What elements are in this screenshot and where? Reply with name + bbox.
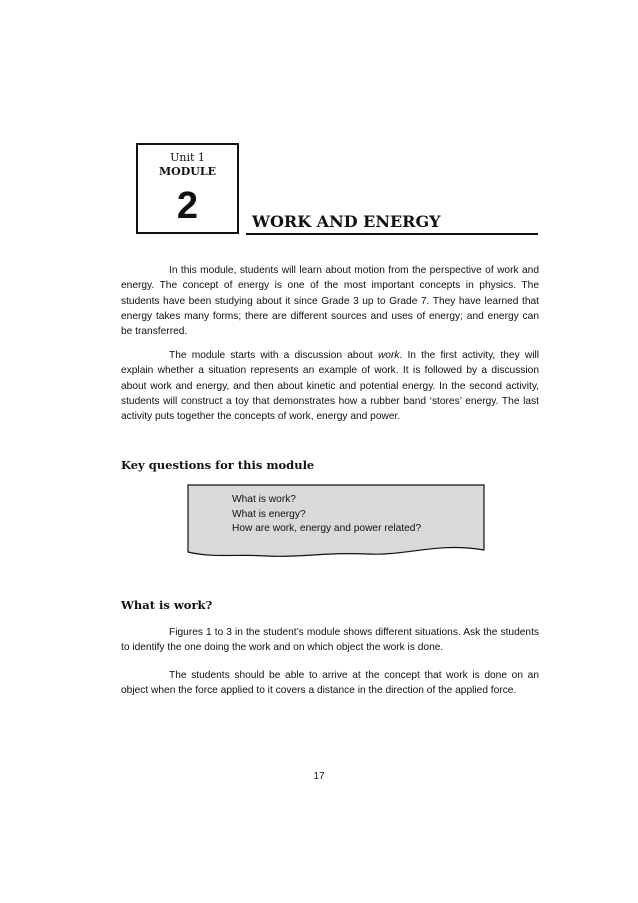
page-title: WORK AND ENERGY — [252, 212, 441, 231]
work-paragraph-2-text: The students should be able to arrive at the concept that work is done on an object when the force applied to it covers a distance in the direction of the applied force. — [121, 670, 539, 697]
list-item: What is energy? — [232, 508, 306, 520]
unit-label: Unit 1 — [170, 151, 205, 164]
module-word: MODULE — [158, 165, 216, 178]
work-paragraph-2 — [121, 668, 539, 699]
intro-paragraph-1 — [121, 263, 539, 339]
page-number: 17 — [313, 771, 325, 782]
key-questions-box — [187, 484, 485, 564]
key-questions-list — [232, 493, 421, 537]
intro-paragraph-2-end: . In the first activity, they will explain whether a situation represents an example of work. It is followed by a discussion about work and energy, and then about kinetic and potential energy. In the second activity, students will construct a toy that demonstrates how a rubber band ‘stores’ energy. The last activity puts together the concepts of work, energy and power. — [121, 350, 540, 423]
what-is-work-heading: What is work? — [121, 598, 213, 612]
key-questions-heading: Key questions for this module — [121, 458, 315, 472]
list-item: How are work, energy and power related? — [232, 523, 422, 534]
list-item: What is work? — [232, 494, 296, 505]
intro-paragraph-2-emphasis: work — [377, 350, 400, 361]
work-paragraph-1 — [121, 625, 539, 656]
work-paragraph-1-text: Figures 1 to 3 in the student’s module shows different situations. Ask the students to identify the one doing the work and on which object the work is done. — [121, 627, 539, 654]
module-number: 2 — [176, 185, 199, 227]
intro-paragraph-2-start: The module starts with a discussion about — [169, 350, 378, 361]
intro-paragraph-2 — [121, 348, 539, 424]
title-underline — [246, 233, 538, 235]
intro-paragraph-1-text: In this module, students will learn about motion from the perspective of work and energy. The concept of energy is one of the most important concepts in physics. The students have been studying about it since Grade 3 up to Grade 7. They have learned that energy takes many forms; there are different sources and uses of energy; and energy can be transferred. — [121, 265, 539, 338]
module-label-box — [136, 143, 239, 234]
